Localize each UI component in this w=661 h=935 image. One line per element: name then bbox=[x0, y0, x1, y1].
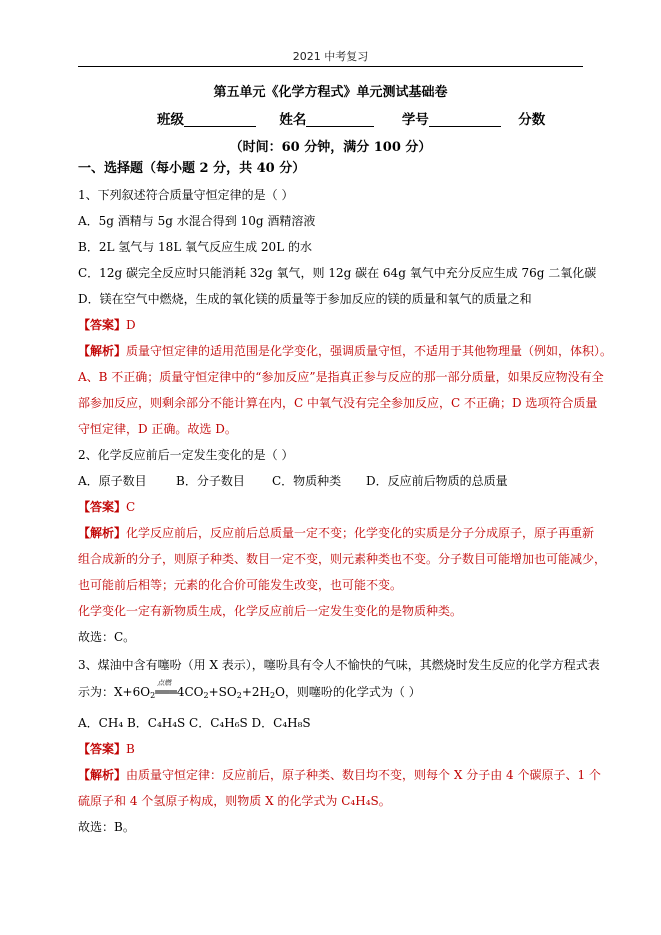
q1-option-c: C．12g 碳完全反应时只能消耗 32g 氧气，则 12g 碳在 64g 氧气中充分反应生成 76g 二氧化碳 bbox=[78, 266, 597, 280]
q1-answer bbox=[78, 316, 136, 334]
analysis-label: 【解析】 bbox=[78, 768, 127, 782]
q1-analysis-line: 守恒定律，D 正确。故选 D。 bbox=[78, 422, 237, 436]
q2-conclusion: 故选：C。 bbox=[78, 630, 136, 644]
answer-label: 【答案】 bbox=[78, 318, 127, 332]
name-blank bbox=[306, 112, 374, 127]
q1-analysis-line: 【解析】质量守恒定律的适用范围是化学变化，强调质量守恒，不适用于其他物理量（例如，体积）。 bbox=[78, 344, 613, 358]
q2-stem: 2、化学反应前后一定发生变化的是（ ） bbox=[78, 448, 294, 462]
q3-answer bbox=[78, 740, 135, 758]
class-blank bbox=[184, 112, 256, 127]
q1-option-d: D．镁在空气中燃烧，生成的氧化镁的质量等于参加反应的镁的质量和氧气的质量之和 bbox=[78, 292, 532, 306]
q1-stem: 1、下列叙述符合质量守恒定律的是（ ） bbox=[78, 188, 294, 202]
answer-value: C bbox=[126, 500, 136, 514]
answer-label: 【答案】 bbox=[78, 742, 127, 756]
q3-options: A．CH₄ B．C₄H₄S C．C₄H₆S D．C₄H₈S bbox=[78, 716, 311, 730]
analysis-label: 【解析】 bbox=[78, 344, 127, 358]
answer-value: B bbox=[126, 742, 135, 756]
answer-value: D bbox=[126, 318, 136, 332]
q3-stem: 3、煤油中含有噻吩（用 X 表示），噻吩具有令人不愉快的气味，其燃烧时发生反应的化学方程式表 bbox=[78, 658, 600, 672]
q2-answer bbox=[78, 498, 135, 516]
q1-option-b: B．2L 氢气与 18L 氧气反应生成 20L 的水 bbox=[78, 240, 312, 254]
number-blank bbox=[429, 112, 501, 127]
q2-analysis-line: 组合成新的分子，则原子种类、数目一定不变，则元素种类也不变。分子数目可能增加也可能减少， bbox=[78, 552, 607, 566]
answer-label: 【答案】 bbox=[78, 500, 127, 514]
score-label: 分数 bbox=[518, 112, 546, 128]
q2-options bbox=[78, 472, 508, 490]
q3-equation: 示为：$X+6O_2$ 点燃 $═══4CO_2+SO_2+2H_2O$，则噻吩的化学式为（ ） bbox=[78, 683, 421, 701]
running-header: 2021 中考复习 bbox=[292, 50, 369, 63]
q3-analysis-line: 【解析】由质量守恒定律：反应前后，原子种类、数目均不变，则每个 X 分子由 4 个碳原子、1 个 bbox=[78, 768, 601, 782]
student-info-row bbox=[157, 108, 545, 128]
q1-analysis-line: 部参加反应，则剩余部分不能计算在内，C 中氧气没有完全参加反应，C 不正确；D 选项符合质量 bbox=[78, 396, 598, 410]
page-title: 第五单元《化学方程式》单元测试基础卷 bbox=[213, 85, 448, 100]
class-label: 班级 bbox=[157, 112, 184, 128]
q1-analysis-line: A、B 不正确；质量守恒定律中的“参加反应”是指真正参与反应的那一部分质量，如果反应物没有全 bbox=[78, 370, 604, 384]
q1-option-a: A．5g 酒精与 5g 水混合得到 10g 酒精溶液 bbox=[78, 214, 316, 228]
q2-option-d: D．反应前后物质的总质量 bbox=[366, 474, 508, 488]
reaction-arrow: 点燃 ═══ bbox=[155, 683, 177, 701]
q2-analysis-line: 【解析】化学反应前后，反应前后总质量一定不变；化学变化的实质是分子分成原子，原子再重新 bbox=[78, 526, 595, 540]
q2-option-a: A．原子数目 bbox=[78, 474, 147, 488]
q3-conclusion: 故选：B。 bbox=[78, 820, 135, 834]
q2-analysis-line: 化学变化一定有新物质生成，化学反应前后一定发生变化的是物质种类。 bbox=[78, 604, 463, 618]
header-divider bbox=[78, 66, 583, 67]
section-heading: 一、选择题（每小题 2 分，共 40 分） bbox=[78, 161, 306, 176]
name-label: 姓名 bbox=[279, 112, 307, 128]
q2-option-c: C．物质种类 bbox=[272, 474, 342, 488]
q3-analysis-line: 硫原子和 4 个氢原子构成，则物质 X 的化学式为 C₄H₄S。 bbox=[78, 794, 391, 808]
q2-option-b: B．分子数目 bbox=[176, 474, 245, 488]
number-label: 学号 bbox=[401, 112, 429, 128]
time-limit: （时间：60 分钟，满分 100 分） bbox=[229, 140, 432, 155]
q2-analysis-line: 也可能前后相等；元素的化合价可能发生改变，也可能不变。 bbox=[78, 578, 403, 592]
reaction-condition: 点燃 bbox=[157, 679, 172, 687]
analysis-label: 【解析】 bbox=[78, 526, 127, 540]
